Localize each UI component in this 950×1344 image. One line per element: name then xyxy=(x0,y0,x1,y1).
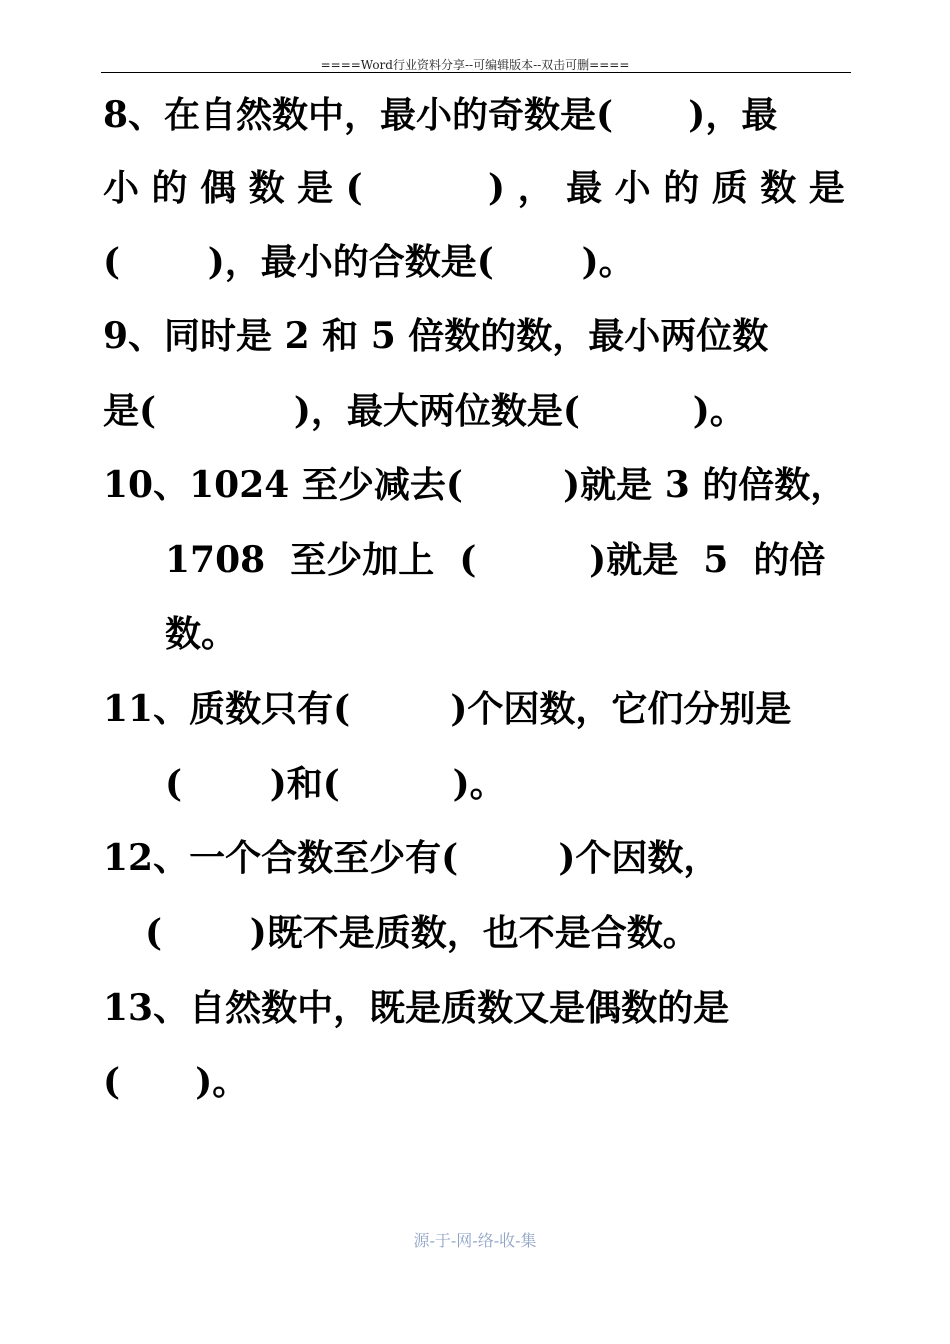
question-10-line-1: 10、1024 至少减去( )就是 3 的倍数， xyxy=(103,464,847,506)
question-11-line-1: 11、质数只有( )个因数，它们分别是 xyxy=(103,688,792,730)
question-8-line-1: 8、在自然数中，最小的奇数是( )，最 xyxy=(103,94,778,136)
question-8-line-3: ( )，最小的合数是( )。 xyxy=(103,241,635,283)
question-10-line-3: 数。 xyxy=(165,613,238,655)
question-11-line-2: ( )和( )。 xyxy=(165,763,506,805)
question-12-line-2: ( )既不是质数，也不是合数。 xyxy=(145,912,699,954)
page-header: ====Word行业资料分享--可编辑版本--双击可删==== xyxy=(320,58,630,72)
question-13-line-1: 13、自然数中，既是质数又是偶数的是 xyxy=(103,987,730,1029)
question-9-line-2: 是( )，最大两位数是( )。 xyxy=(103,390,746,432)
question-10-line-2: 1708 至少加上 ( )就是 5 的倍 xyxy=(165,539,826,581)
question-12-line-1: 12、一个合数至少有( )个因数， xyxy=(103,837,720,879)
question-13-line-2: ( )。 xyxy=(103,1061,249,1103)
question-8-line-2: 小 的 偶 数 是 ( ) ， 最 小 的 质 数 是 xyxy=(103,167,845,209)
page-footer: 源-于-网-络-收-集 xyxy=(413,1231,537,1250)
header-rule xyxy=(101,72,851,73)
question-9-line-1: 9、同时是 2 和 5 倍数的数，最小两位数 xyxy=(103,315,769,357)
